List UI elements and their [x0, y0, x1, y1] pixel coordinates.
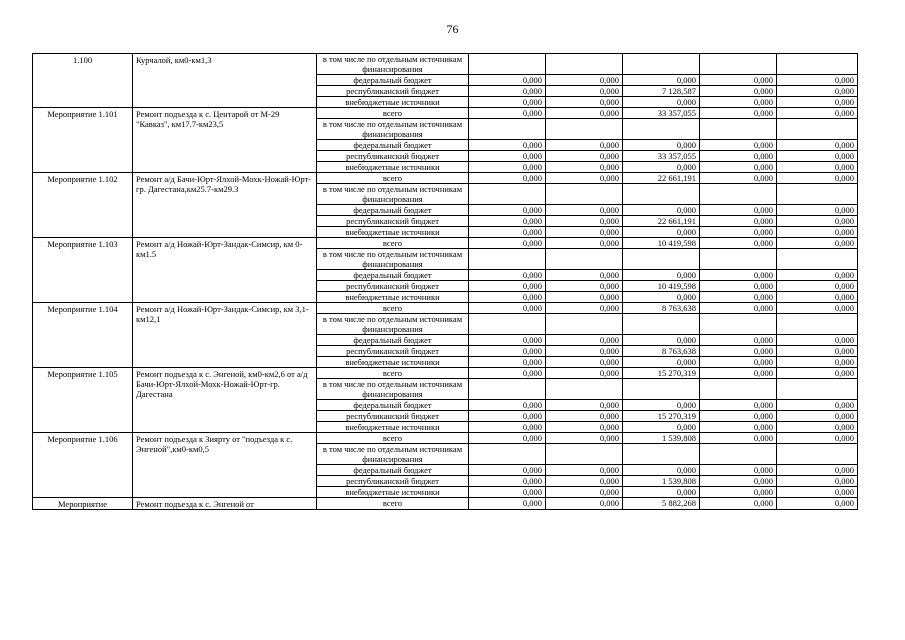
amount-cell: 0,000: [469, 151, 546, 162]
table-row: [33, 173, 858, 184]
amount-cell: [623, 184, 700, 205]
amount-cell: [700, 314, 777, 335]
amount-cell: 1 539,808: [623, 433, 700, 444]
funding-source-label: внебюджетные источники: [317, 292, 469, 303]
amount-cell: [700, 444, 777, 465]
amount-cell: [546, 119, 623, 140]
amount-cell: 0,000: [469, 270, 546, 281]
amount-cell: 0,000: [700, 346, 777, 357]
amount-cell: 0,000: [623, 75, 700, 86]
funding-source-label: республиканский бюджет: [317, 476, 469, 487]
amount-cell: 0,000: [777, 411, 858, 422]
amount-cell: 0,000: [546, 476, 623, 487]
table-row: [33, 54, 858, 75]
amount-cell: [546, 314, 623, 335]
funding-source-label: республиканский бюджет: [317, 411, 469, 422]
amount-cell: 0,000: [469, 292, 546, 303]
funding-source-label: всего: [317, 498, 469, 510]
amount-cell: 0,000: [700, 357, 777, 368]
amount-cell: 0,000: [700, 368, 777, 379]
funding-source-label: внебюджетные источники: [317, 422, 469, 433]
amount-cell: 0,000: [777, 422, 858, 433]
amount-cell: [777, 119, 858, 140]
amount-cell: [469, 249, 546, 270]
funding-source-label: республиканский бюджет: [317, 86, 469, 97]
amount-cell: 0,000: [700, 216, 777, 227]
funding-source-label: всего: [317, 173, 469, 184]
funding-source-label: внебюджетные источники: [317, 162, 469, 173]
amount-cell: 5 882,268: [623, 498, 700, 510]
amount-cell: 0,000: [546, 357, 623, 368]
amount-cell: [623, 119, 700, 140]
funding-source-label: федеральный бюджет: [317, 140, 469, 151]
table-row: [33, 368, 858, 379]
amount-cell: 0,000: [546, 368, 623, 379]
amount-cell: [700, 249, 777, 270]
amount-cell: 0,000: [546, 162, 623, 173]
amount-cell: 0,000: [546, 335, 623, 346]
amount-cell: 15 270,319: [623, 368, 700, 379]
amount-cell: 0,000: [777, 281, 858, 292]
amount-cell: [469, 444, 546, 465]
amount-cell: [546, 249, 623, 270]
funding-source-label: всего: [317, 433, 469, 444]
measure-code: Мероприятие 1.105: [33, 368, 133, 433]
amount-cell: 0,000: [469, 498, 546, 510]
funding-source-label: в том числе по отдельным источникам финансирования: [317, 314, 469, 335]
amount-cell: 0,000: [700, 476, 777, 487]
amount-cell: 0,000: [546, 75, 623, 86]
amount-cell: 0,000: [623, 465, 700, 476]
amount-cell: 0,000: [700, 140, 777, 151]
measure-name: Ремонт а/д Ножай-Юрт-Зандак-Симсир, км 3,1-км12,1: [133, 303, 317, 368]
amount-cell: [469, 184, 546, 205]
amount-cell: [700, 379, 777, 400]
measure-code: Мероприятие 1.104: [33, 303, 133, 368]
measure-code: Мероприятие 1.101: [33, 108, 133, 173]
measure-name: Ремонт подъезда к с. Энгеной от: [133, 498, 317, 510]
amount-cell: 0,000: [700, 162, 777, 173]
amount-cell: 0,000: [700, 205, 777, 216]
amount-cell: [469, 54, 546, 75]
amount-cell: 0,000: [546, 270, 623, 281]
amount-cell: 0,000: [777, 303, 858, 314]
table-row: [33, 303, 858, 314]
amount-cell: [623, 249, 700, 270]
measure-name: Ремонт подъезда к Зиярту от "подъезда к с. Энгеной",км0-км0,5: [133, 433, 317, 498]
amount-cell: 0,000: [777, 97, 858, 108]
funding-source-label: федеральный бюджет: [317, 335, 469, 346]
amount-cell: [623, 379, 700, 400]
amount-cell: [469, 314, 546, 335]
amount-cell: 0,000: [700, 303, 777, 314]
amount-cell: [623, 444, 700, 465]
amount-cell: [623, 314, 700, 335]
amount-cell: 0,000: [777, 335, 858, 346]
funding-source-label: всего: [317, 238, 469, 249]
amount-cell: 0,000: [469, 140, 546, 151]
amount-cell: 0,000: [623, 227, 700, 238]
funding-source-label: в том числе по отдельным источникам финансирования: [317, 249, 469, 270]
amount-cell: 0,000: [469, 433, 546, 444]
amount-cell: 0,000: [546, 108, 623, 119]
amount-cell: 0,000: [546, 498, 623, 510]
amount-cell: 0,000: [469, 357, 546, 368]
table-row: [33, 108, 858, 119]
amount-cell: 0,000: [777, 140, 858, 151]
measure-code: Мероприятие 1.106: [33, 433, 133, 498]
amount-cell: 10 419,598: [623, 281, 700, 292]
amount-cell: 0,000: [777, 476, 858, 487]
amount-cell: 0,000: [777, 173, 858, 184]
amount-cell: 0,000: [700, 292, 777, 303]
funding-source-label: внебюджетные источники: [317, 227, 469, 238]
amount-cell: 0,000: [700, 400, 777, 411]
amount-cell: 0,000: [546, 86, 623, 97]
funding-source-label: республиканский бюджет: [317, 346, 469, 357]
page-number: 76: [446, 22, 459, 36]
amount-cell: 0,000: [777, 216, 858, 227]
amount-cell: 0,000: [546, 227, 623, 238]
amount-cell: 0,000: [469, 476, 546, 487]
amount-cell: 0,000: [623, 487, 700, 498]
budget-table: [32, 53, 858, 510]
amount-cell: 0,000: [623, 270, 700, 281]
amount-cell: 0,000: [469, 238, 546, 249]
amount-cell: 0,000: [700, 487, 777, 498]
funding-source-label: всего: [317, 368, 469, 379]
amount-cell: 0,000: [469, 368, 546, 379]
amount-cell: 0,000: [777, 400, 858, 411]
amount-cell: 0,000: [546, 400, 623, 411]
amount-cell: 0,000: [546, 487, 623, 498]
amount-cell: [777, 314, 858, 335]
amount-cell: [777, 54, 858, 75]
amount-cell: [777, 379, 858, 400]
amount-cell: 0,000: [700, 97, 777, 108]
amount-cell: 0,000: [777, 205, 858, 216]
amount-cell: 0,000: [700, 108, 777, 119]
amount-cell: 0,000: [777, 227, 858, 238]
amount-cell: 0,000: [700, 411, 777, 422]
amount-cell: 0,000: [469, 465, 546, 476]
amount-cell: 8 763,638: [623, 346, 700, 357]
amount-cell: [546, 379, 623, 400]
amount-cell: 33 357,055: [623, 151, 700, 162]
table-row: [33, 433, 858, 444]
amount-cell: 0,000: [777, 238, 858, 249]
amount-cell: 0,000: [623, 400, 700, 411]
funding-source-label: республиканский бюджет: [317, 216, 469, 227]
amount-cell: 0,000: [546, 433, 623, 444]
funding-source-label: федеральный бюджет: [317, 400, 469, 411]
amount-cell: 0,000: [700, 335, 777, 346]
amount-cell: [546, 184, 623, 205]
amount-cell: 15 270,319: [623, 411, 700, 422]
funding-source-label: федеральный бюджет: [317, 205, 469, 216]
amount-cell: 0,000: [469, 400, 546, 411]
amount-cell: 0,000: [546, 205, 623, 216]
amount-cell: 0,000: [700, 173, 777, 184]
amount-cell: 0,000: [546, 465, 623, 476]
measure-name: Ремонт подъезда к с. Энгеной, км0-км2,6 от а/д Бачи-Юрт-Ялхой-Мохк-Ножай-Юрт-гр. Дагестана: [133, 368, 317, 433]
amount-cell: 0,000: [777, 75, 858, 86]
amount-cell: 10 419,598: [623, 238, 700, 249]
amount-cell: 1 539,808: [623, 476, 700, 487]
amount-cell: 22 661,191: [623, 173, 700, 184]
amount-cell: 22 661,191: [623, 216, 700, 227]
amount-cell: 0,000: [623, 292, 700, 303]
amount-cell: 8 763,638: [623, 303, 700, 314]
amount-cell: 0,000: [777, 162, 858, 173]
funding-source-label: федеральный бюджет: [317, 465, 469, 476]
funding-source-label: внебюджетные источники: [317, 487, 469, 498]
amount-cell: 0,000: [777, 346, 858, 357]
amount-cell: 0,000: [623, 422, 700, 433]
budget-table-body: [33, 54, 858, 510]
funding-source-label: всего: [317, 108, 469, 119]
measure-code: Мероприятие 1.102: [33, 173, 133, 238]
amount-cell: 0,000: [700, 238, 777, 249]
amount-cell: 0,000: [469, 422, 546, 433]
funding-source-label: федеральный бюджет: [317, 270, 469, 281]
amount-cell: [777, 249, 858, 270]
amount-cell: 0,000: [546, 151, 623, 162]
amount-cell: [777, 184, 858, 205]
amount-cell: [469, 379, 546, 400]
amount-cell: 0,000: [777, 465, 858, 476]
funding-source-label: в том числе по отдельным источникам финансирования: [317, 54, 469, 75]
amount-cell: 33 357,055: [623, 108, 700, 119]
funding-source-label: в том числе по отдельным источникам финансирования: [317, 119, 469, 140]
amount-cell: [546, 54, 623, 75]
amount-cell: 0,000: [777, 270, 858, 281]
amount-cell: 0,000: [777, 357, 858, 368]
amount-cell: 0,000: [469, 205, 546, 216]
amount-cell: 0,000: [469, 75, 546, 86]
amount-cell: 0,000: [546, 238, 623, 249]
amount-cell: 0,000: [469, 227, 546, 238]
amount-cell: 0,000: [469, 303, 546, 314]
funding-source-label: республиканский бюджет: [317, 151, 469, 162]
amount-cell: [623, 54, 700, 75]
amount-cell: [700, 184, 777, 205]
table-row: [33, 498, 858, 510]
amount-cell: 0,000: [469, 86, 546, 97]
amount-cell: [777, 444, 858, 465]
measure-name: Ремонт а/д Ножай-Юрт-Зандак-Симсир, км 0-км1.5: [133, 238, 317, 303]
amount-cell: 0,000: [777, 292, 858, 303]
amount-cell: 0,000: [700, 151, 777, 162]
amount-cell: 0,000: [777, 108, 858, 119]
amount-cell: 0,000: [469, 108, 546, 119]
measure-code: 1.100: [33, 54, 133, 108]
funding-source-label: внебюджетные источники: [317, 97, 469, 108]
amount-cell: 0,000: [777, 368, 858, 379]
amount-cell: [546, 444, 623, 465]
amount-cell: 0,000: [469, 487, 546, 498]
amount-cell: 0,000: [623, 140, 700, 151]
table-row: [33, 238, 858, 249]
amount-cell: 0,000: [700, 270, 777, 281]
measure-name: Курчалой, км0-км1,3: [133, 54, 317, 108]
funding-source-label: республиканский бюджет: [317, 281, 469, 292]
amount-cell: 0,000: [700, 75, 777, 86]
amount-cell: 0,000: [623, 162, 700, 173]
amount-cell: 0,000: [777, 487, 858, 498]
amount-cell: 0,000: [469, 346, 546, 357]
measure-code: Мероприятие 1.103: [33, 238, 133, 303]
amount-cell: 0,000: [546, 281, 623, 292]
amount-cell: [700, 119, 777, 140]
amount-cell: 0,000: [623, 335, 700, 346]
funding-source-label: в том числе по отдельным источникам финансирования: [317, 444, 469, 465]
measure-name: Ремонт а/д Бачи-Юрт-Ялхой-Мохк-Ножай-Юрт-гр. Дагестана,км25.7-км29.3: [133, 173, 317, 238]
funding-source-label: всего: [317, 303, 469, 314]
amount-cell: 0,000: [546, 422, 623, 433]
amount-cell: 0,000: [777, 433, 858, 444]
amount-cell: 0,000: [777, 151, 858, 162]
amount-cell: 0,000: [700, 227, 777, 238]
amount-cell: 0,000: [777, 86, 858, 97]
funding-source-label: федеральный бюджет: [317, 75, 469, 86]
amount-cell: 0,000: [469, 411, 546, 422]
amount-cell: 0,000: [546, 97, 623, 108]
amount-cell: 0,000: [546, 346, 623, 357]
funding-source-label: в том числе по отдельным источникам финансирования: [317, 184, 469, 205]
amount-cell: 0,000: [469, 97, 546, 108]
amount-cell: 0,000: [623, 357, 700, 368]
amount-cell: 0,000: [623, 205, 700, 216]
amount-cell: 0,000: [700, 86, 777, 97]
amount-cell: 0,000: [469, 162, 546, 173]
funding-source-label: внебюджетные источники: [317, 357, 469, 368]
amount-cell: 0,000: [469, 216, 546, 227]
amount-cell: 0,000: [623, 97, 700, 108]
amount-cell: 7 128,587: [623, 86, 700, 97]
amount-cell: 0,000: [546, 411, 623, 422]
amount-cell: [469, 119, 546, 140]
amount-cell: [700, 54, 777, 75]
amount-cell: 0,000: [546, 303, 623, 314]
amount-cell: 0,000: [546, 292, 623, 303]
funding-source-label: в том числе по отдельным источникам финансирования: [317, 379, 469, 400]
amount-cell: 0,000: [469, 335, 546, 346]
amount-cell: 0,000: [546, 140, 623, 151]
amount-cell: 0,000: [700, 281, 777, 292]
amount-cell: 0,000: [469, 173, 546, 184]
amount-cell: 0,000: [546, 216, 623, 227]
amount-cell: 0,000: [777, 498, 858, 510]
amount-cell: 0,000: [469, 281, 546, 292]
amount-cell: 0,000: [546, 173, 623, 184]
measure-name: Ремонт подъезда к с. Центарой от М-29 "Кавказ", км17.7-км23,5: [133, 108, 317, 173]
amount-cell: 0,000: [700, 433, 777, 444]
amount-cell: 0,000: [700, 422, 777, 433]
amount-cell: 0,000: [700, 465, 777, 476]
amount-cell: 0,000: [700, 498, 777, 510]
measure-code: Мероприятие: [33, 498, 133, 510]
